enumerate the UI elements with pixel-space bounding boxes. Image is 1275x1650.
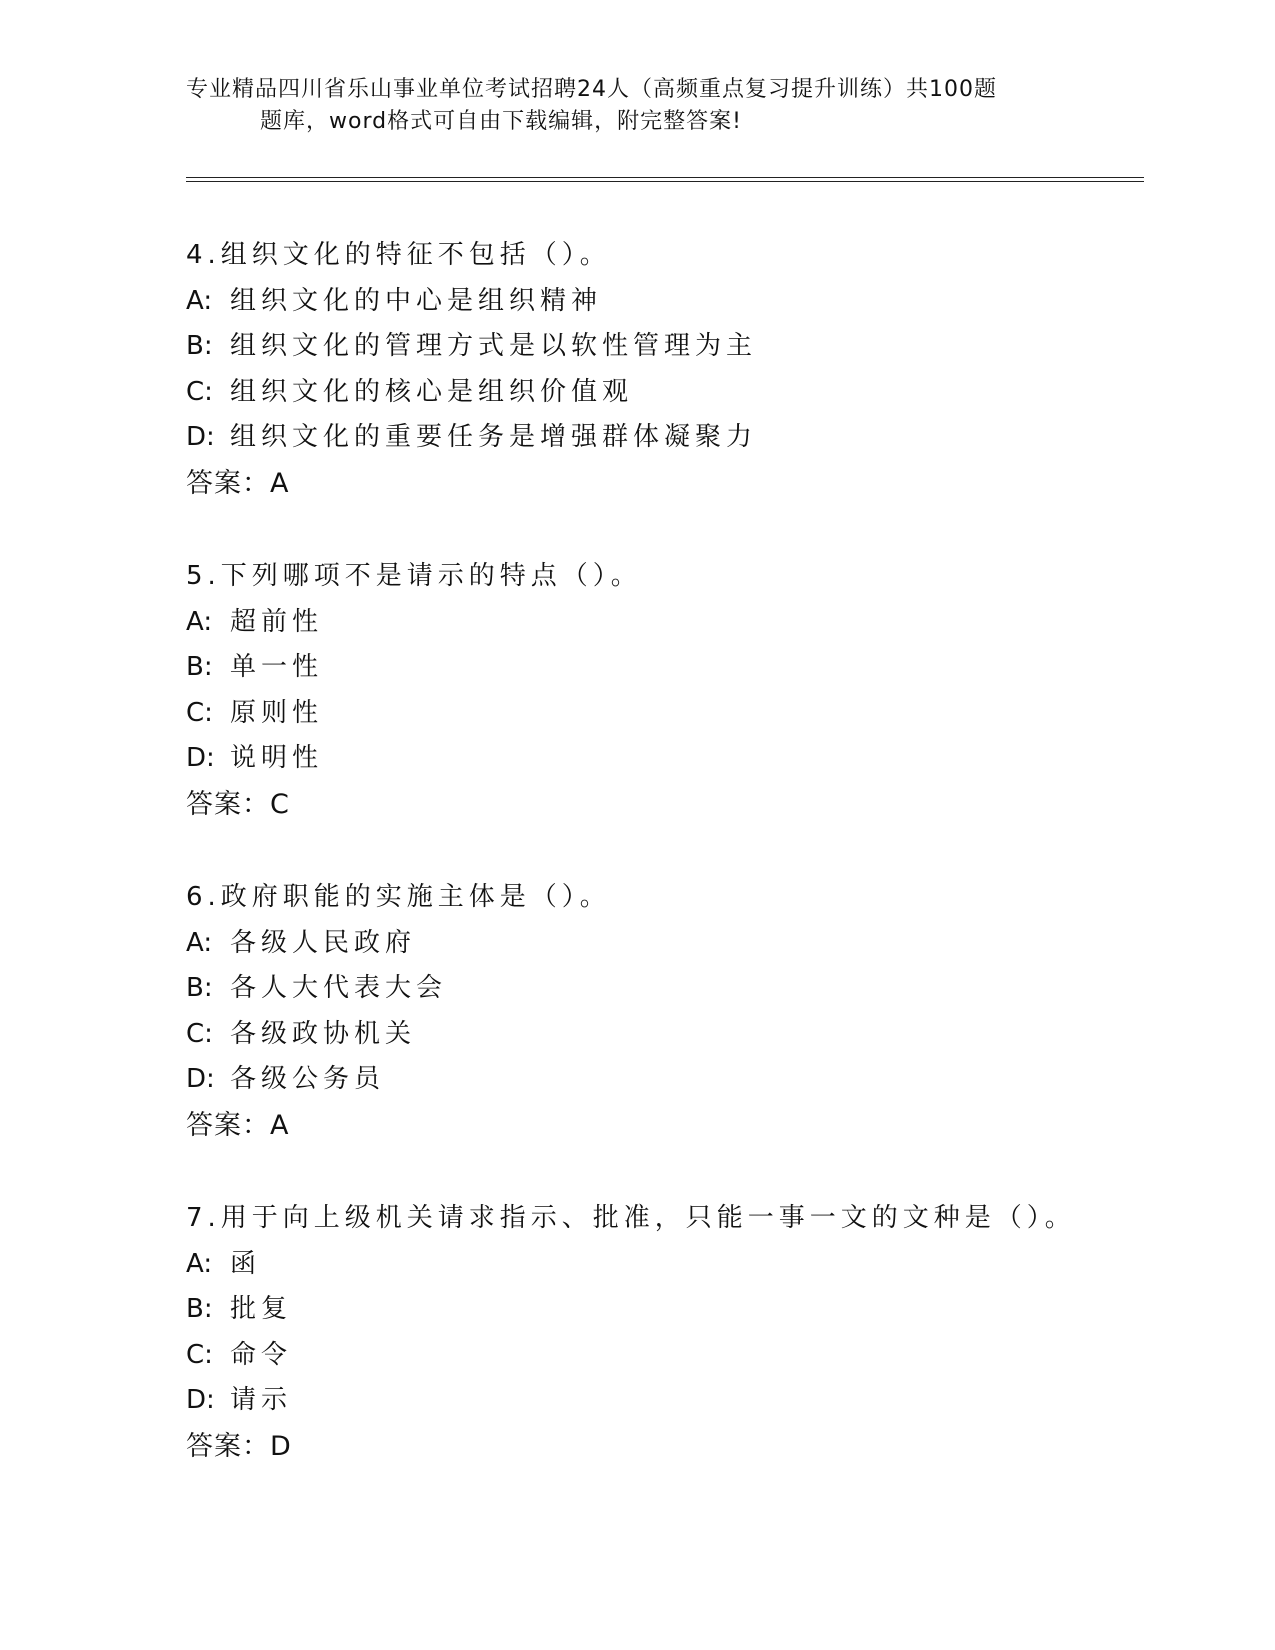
option-text: 请示 [230,1385,293,1415]
option-text: 批复 [230,1294,293,1324]
option-text: 单一性 [230,652,324,682]
option-c [186,1012,1136,1058]
option-text: 组织文化的中心是组织精神 [230,285,603,316]
option-b [186,966,1136,1012]
option-d [186,415,1136,461]
option-label: D: [186,1064,215,1094]
option-text: 命令 [230,1339,293,1370]
option-d [186,1378,1136,1424]
option-a [186,600,1136,646]
option-label: A: [186,606,213,637]
option-label: B: [186,652,213,682]
option-label: D: [186,743,215,773]
option-label: D: [186,1385,215,1415]
header-title-line2: 题库，word格式可自由下载编辑，附完整答案! [260,109,742,134]
question-stem: 4.组织文化的特征不包括（）。 [186,240,611,270]
option-label: A: [186,285,213,316]
option-text: 说明性 [230,743,324,773]
option-label: C: [186,376,213,407]
option-label: C: [186,697,213,728]
question-stem: 6.政府职能的实施主体是（）。 [186,882,611,912]
question-list [186,233,1136,1517]
question-6 [186,875,1136,1148]
answer: 答案：D [186,1430,292,1462]
option-d [186,736,1136,782]
option-a [186,279,1136,325]
option-text: 各级公务员 [230,1064,386,1094]
option-label: D: [186,422,215,452]
question-5 [186,554,1136,827]
header-divider-bottom [186,181,1144,182]
option-c [186,370,1136,416]
option-c [186,1333,1136,1379]
option-d [186,1057,1136,1103]
option-text: 超前性 [230,606,324,637]
option-text: 各级政协机关 [230,1018,417,1049]
option-label: C: [186,1018,213,1049]
option-label: B: [186,973,213,1003]
option-a [186,1242,1136,1288]
option-text: 组织文化的管理方式是以软性管理为主 [230,331,758,361]
option-text: 各人大代表大会 [230,973,448,1003]
option-label: B: [186,331,213,361]
answer: 答案：C [186,788,290,820]
option-label: A: [186,1248,213,1279]
option-text: 原则性 [230,697,324,728]
header-divider-top [186,177,1144,178]
option-a [186,921,1136,967]
option-text: 组织文化的重要任务是增强群体凝聚力 [230,422,758,452]
header-title-line1: 专业精品四川省乐山事业单位考试招聘24人（高频重点复习提升训练）共100题 [186,77,997,102]
answer: 答案：A [186,1109,290,1141]
option-text: 函 [230,1248,262,1279]
question-stem: 5.下列哪项不是请示的特点（）。 [186,561,642,591]
question-stem: 7.用于向上级机关请求指示、批准，只能一事一文的文种是（）。 [186,1203,1076,1233]
option-c [186,691,1136,737]
option-b [186,324,1136,370]
option-b [186,645,1136,691]
answer: 答案：A [186,467,290,499]
option-text: 组织文化的核心是组织价值观 [230,376,634,407]
option-label: B: [186,1294,213,1324]
option-text: 各级人民政府 [230,927,417,958]
document-header [186,74,1086,138]
question-7 [186,1196,1136,1469]
option-label: C: [186,1339,213,1370]
option-label: A: [186,927,213,958]
question-4 [186,233,1136,506]
option-b [186,1287,1136,1333]
